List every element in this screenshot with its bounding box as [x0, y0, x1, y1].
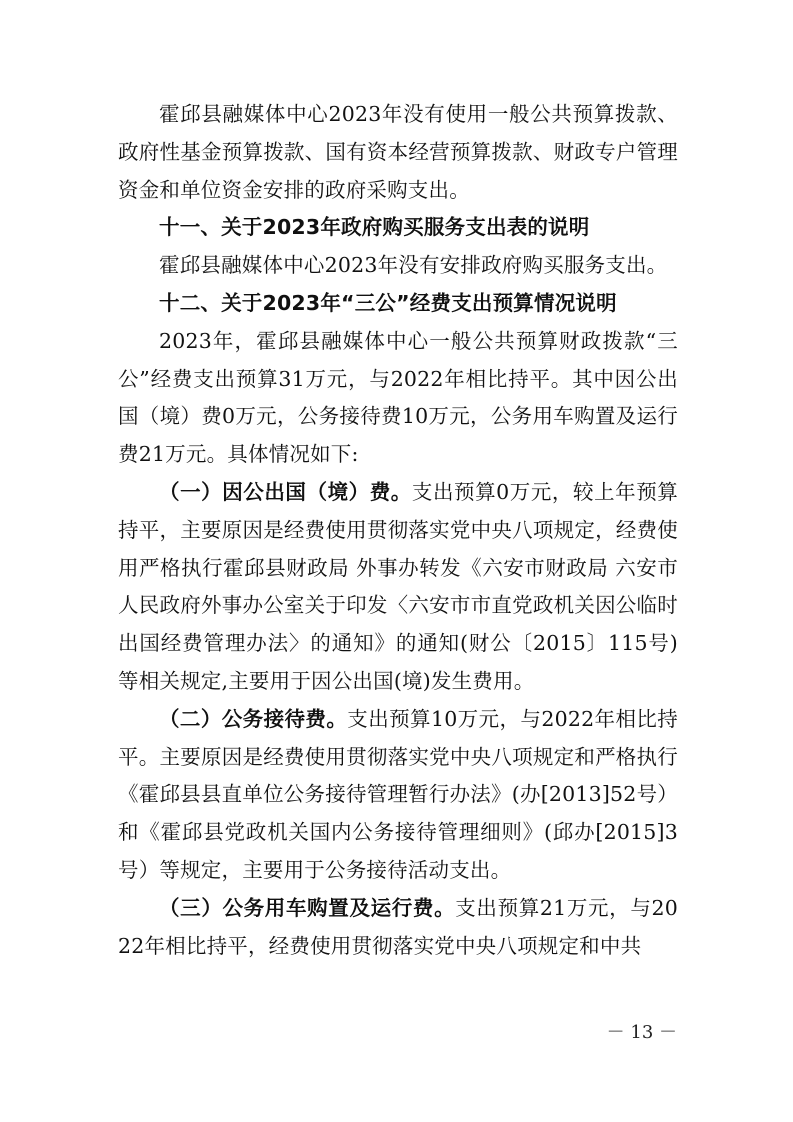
heading-section-12: 十二、关于2023年“三公”经费支出预算情况说明: [159, 290, 617, 315]
paragraph-three-public-overview: 2023年，霍邱县融媒体中心一般公共预算财政拨款“三公”经费支出预算31万元，与2022年相比持平。其中因公出国（境）费0万元，公务接待费10万元，公务用车购置及运行费21万元。具体情况如下:: [118, 328, 678, 467]
text-overseas-travel: 支出预算0万元，较上年预算持平，主要原因是经费使用贯彻落实党中央八项规定，经费使用严格执行霍邱县财政局 外事办转发《六安市财政局 六安市人民政府外事办公室关于印发〈六安市市直党政机关因公临时出国经费管理办法〉的通知》的通知(财公〔2015〕115号)等相关规定,主要用于因公出国(境)发生费用。: [118, 479, 678, 693]
text-reception: 支出预算10万元，与2022年相比持平。主要原因是经费使用贯彻落实党中央八项规定和严格执行《霍邱县县直单位公务接待管理暂行办法》(办[2013]52号）和《霍邱县党政机关国内公务接待管理细则》(邱办[2015]3号）等规定，主要用于公务接待活动支出。: [118, 706, 678, 882]
paragraph-vehicles: [118, 890, 678, 966]
lead-vehicles: （三）公务用车购置及运行费。: [159, 895, 456, 920]
heading-section-11: 十一、关于2023年政府购买服务支出表的说明: [159, 215, 590, 240]
document-body: [118, 96, 678, 965]
lead-overseas-travel: （一）因公出国（境）费。: [159, 479, 412, 504]
lead-reception: （二）公务接待费。: [159, 706, 348, 731]
paragraph-overseas-travel: [118, 474, 678, 701]
page-number: － 13 －: [606, 1022, 677, 1043]
paragraph-procurement: 霍邱县融媒体中心2023年没有使用一般公共预算拨款、政府性基金预算拨款、国有资本经营预算拨款、财政专户管理资金和单位资金安排的政府采购支出。: [118, 102, 678, 202]
text-vehicles: 支出预算21万元，与2022年相比持平，经费使用贯彻落实党中央八项规定和中共: [118, 895, 678, 958]
paragraph-reception: [118, 701, 678, 890]
paragraph-purchase-services: 霍邱县融媒体中心2023年没有安排政府购买服务支出。: [159, 253, 668, 278]
